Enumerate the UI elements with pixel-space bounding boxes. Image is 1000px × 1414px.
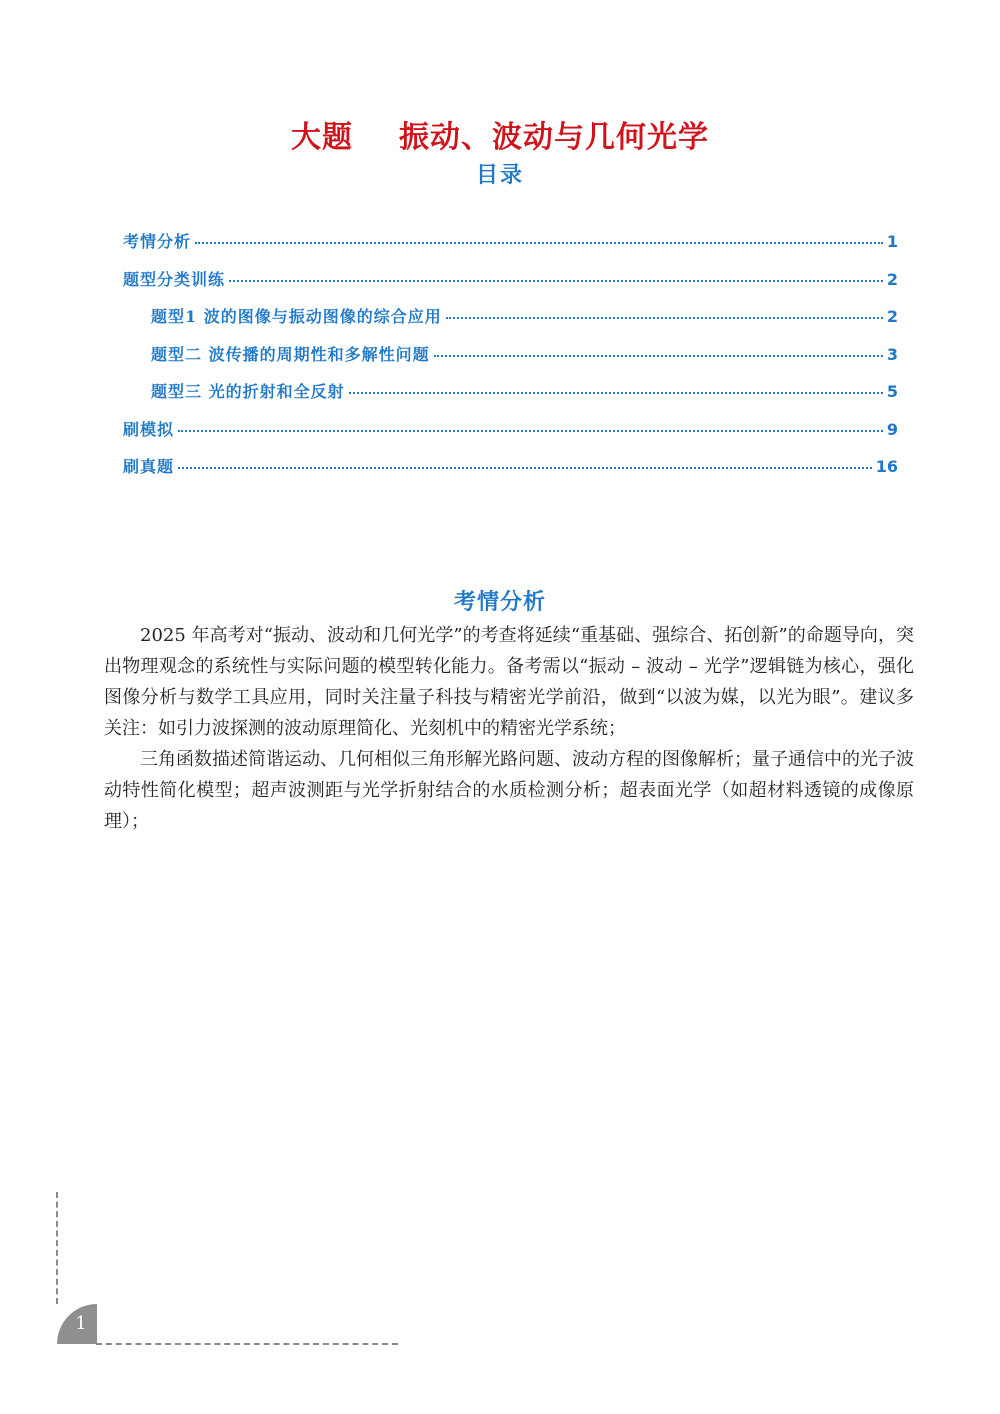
- toc-entry-label: 考情分析: [123, 232, 192, 251]
- toc-leader-dots: [446, 317, 883, 319]
- analysis-paragraph: 三角函数描述简谐运动、几何相似三角形解光路问题、波动方程的图像解析；量子通信中的光子波动特性简化模型；超声波测距与光学折射结合的水质检测分析；超表面光学（如超材料透镜的成像原理）；: [104, 749, 914, 832]
- toc-leader-dots: [195, 242, 883, 244]
- toc-entry-mock[interactable]: [123, 417, 898, 455]
- analysis-body: [104, 620, 914, 837]
- toc-entry-page: 2: [886, 307, 898, 326]
- analysis-paragraph: 2025 年高考对“振动、波动和几何光学”的考查将延续“重基础、强综合、拓创新”的命题导向，突出物理观念的系统性与实际问题的模型转化能力。备考需以“振动 – 波动 – 光学”逻辑链为核心，强化图像分析与数学工具应用，同时关注量子科技与精密光学前沿，做到“以波为媒，以光为眼”。建议多关注：如引力波探测的波动原理简化、光刻机中的精密光学系统；: [104, 625, 914, 739]
- page-corner-dashed-vertical: [56, 1192, 58, 1304]
- toc-entry-page: 2: [886, 269, 898, 289]
- toc-entry-type-1[interactable]: [123, 304, 898, 342]
- page-number-badge: 1: [57, 1304, 97, 1344]
- toc-entry-label: 题型1 波的图像与振动图像的综合应用: [151, 307, 442, 326]
- toc-leader-dots: [178, 467, 872, 469]
- toc-entry-real-exam[interactable]: [123, 454, 898, 492]
- toc-entry-label: 题型二 波传播的周期性和多解性问题: [151, 344, 430, 364]
- toc-entry-type-2[interactable]: [123, 342, 898, 380]
- toc-heading: 目录: [475, 163, 524, 188]
- page-title-prefix: 大题: [291, 120, 353, 155]
- toc-entry-page: 1: [886, 232, 898, 251]
- toc-entry-label: 题型三 光的折射和全反射: [151, 382, 345, 401]
- table-of-contents: [123, 229, 898, 492]
- toc-entry-training[interactable]: [123, 267, 898, 305]
- toc-entry-label: 题型分类训练: [123, 269, 226, 289]
- toc-entry-page: 5: [886, 382, 898, 401]
- toc-entry-page: 3: [886, 344, 898, 364]
- toc-entry-type-3[interactable]: [123, 379, 898, 417]
- page-title-main: 振动、波动与几何光学: [399, 120, 709, 155]
- toc-entry-page: 9: [886, 419, 898, 439]
- toc-entry-analysis[interactable]: [123, 229, 898, 267]
- toc-entry-label: 刷模拟: [123, 419, 175, 439]
- section-heading-analysis: 考情分析: [453, 590, 546, 615]
- toc-entry-label: 刷真题: [123, 457, 175, 476]
- toc-entry-page: 16: [875, 457, 898, 476]
- toc-leader-dots: [229, 280, 883, 282]
- page-corner-dashed-horizontal: [96, 1343, 398, 1345]
- page-title: [0, 112, 1000, 156]
- toc-leader-dots: [178, 430, 883, 432]
- toc-leader-dots: [434, 355, 883, 357]
- toc-leader-dots: [349, 392, 883, 394]
